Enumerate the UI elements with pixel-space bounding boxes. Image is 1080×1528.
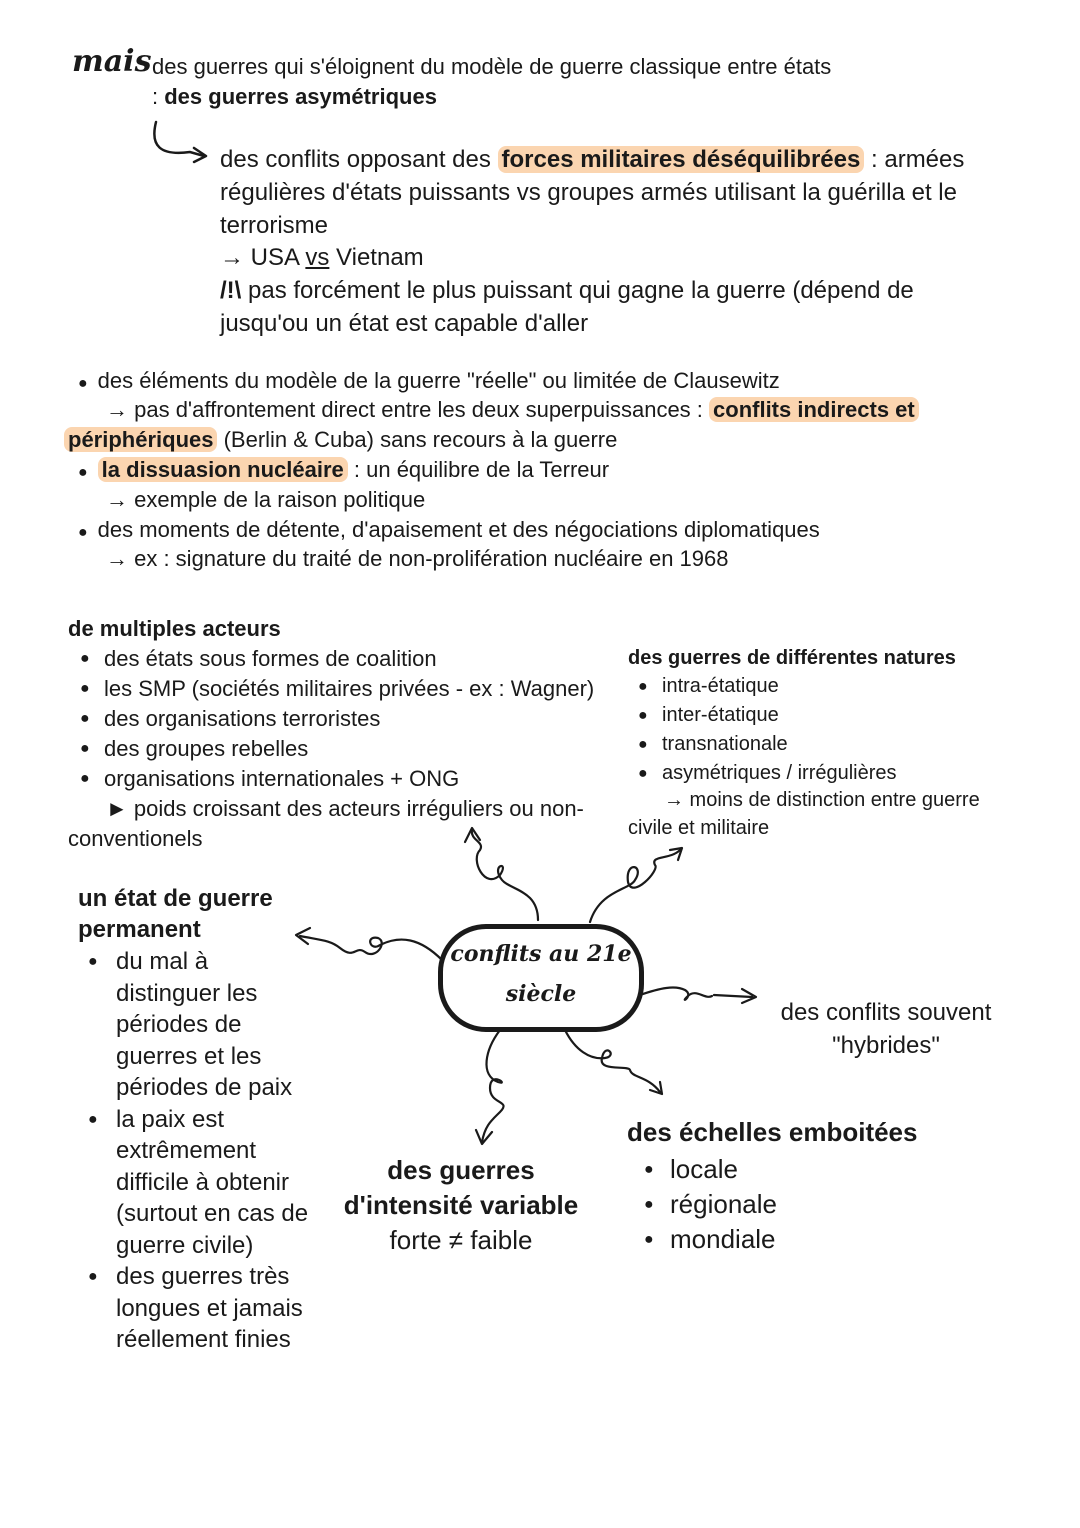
intro-line-1: des guerres qui s'éloignent du modèle de guerre classique entre états bbox=[152, 54, 832, 79]
clausewitz-sub-1: → pas d'affrontement direct entre les deux superpuissances : conflits indirects et bbox=[106, 395, 919, 425]
echelles-title: des échelles emboitées bbox=[627, 1117, 918, 1147]
intro-line-2: : des guerres asymétriques bbox=[152, 84, 437, 109]
asymmetric-detail: des conflits opposant des forces militaires déséquilibrées : armées régulières d'états puissants vs groupes armés utilisant la guérilla et le terrorisme bbox=[220, 146, 965, 239]
clausewitz-bullet-2: ● la dissuasion nucléaire : un équilibre de la Terreur bbox=[78, 457, 610, 482]
list-item: ● inter-étatique bbox=[634, 701, 1034, 730]
clausewitz-bullet-3: ● des moments de détente, d'apaisement et des négociations diplomatiques bbox=[78, 517, 820, 542]
arrow-to-echelles bbox=[565, 1030, 660, 1092]
arrow-to-permanent bbox=[300, 936, 442, 960]
mais-label: mais bbox=[72, 44, 152, 79]
clausewitz-sub-2: → exemple de la raison politique bbox=[106, 487, 426, 512]
intensite-label: des guerres d'intensité variable forte ≠ faible bbox=[343, 1155, 579, 1255]
arrow-to-hybrides bbox=[640, 988, 712, 1000]
list-item: ● organisations internationales + ONG bbox=[76, 764, 616, 794]
list-item: ● des guerres très longues et jamais réellement finies bbox=[84, 1261, 316, 1356]
list-item: ● transnationale bbox=[634, 730, 1034, 759]
list-item: ● la paix est extrêmement difficile à obtenir (surtout en cas de guerre civile) bbox=[84, 1104, 316, 1262]
list-item: ● du mal à distinguer les périodes de guerres et les périodes de paix bbox=[84, 946, 316, 1104]
list-item: ● locale bbox=[640, 1152, 940, 1187]
list-item: ● intra-étatique bbox=[634, 672, 1034, 701]
natures-list bbox=[634, 672, 1034, 788]
warning-icon: /!\ bbox=[220, 277, 242, 304]
permanent-list bbox=[84, 946, 316, 1356]
arrow-to-natures bbox=[590, 850, 680, 922]
acteurs-note: ► poids croissant des acteurs irréguliers ou non-conventionels bbox=[68, 796, 584, 851]
clausewitz-sub-1b: périphériques (Berlin & Cuba) sans recours à la guerre bbox=[64, 425, 617, 455]
acteurs-title: de multiples acteurs bbox=[68, 616, 281, 641]
curved-arrow-icon bbox=[140, 118, 220, 170]
center-node-label: conflits au 21e siècle bbox=[450, 941, 632, 1007]
natures-note: → moins de distinction entre guerre civile et militaire bbox=[628, 789, 980, 839]
list-item: ● des états sous formes de coalition bbox=[76, 644, 616, 674]
natures-title: des guerres de différentes natures bbox=[628, 647, 956, 669]
permanent-title: un état de guerre permanent bbox=[78, 885, 273, 943]
clausewitz-bullet-1: ● des éléments du modèle de la guerre "réelle" ou limitée de Clausewitz bbox=[78, 368, 780, 393]
list-item: ● des organisations terroristes bbox=[76, 704, 616, 734]
warning-note: /!\ pas forcément le plus puissant qui gagne la guerre (dépend de jusqu'ou un état est capable d'aller bbox=[220, 277, 914, 337]
acteurs-list bbox=[76, 644, 616, 794]
list-item: ● régionale bbox=[640, 1187, 940, 1222]
clausewitz-sub-3: → ex : signature du traité de non-prolifération nucléaire en 1968 bbox=[106, 546, 729, 571]
list-item: ● mondiale bbox=[640, 1222, 940, 1257]
arrow-to-intensite bbox=[482, 1030, 504, 1142]
example-usa-vietnam: → USA vs Vietnam bbox=[220, 244, 424, 271]
arrow-to-acteurs bbox=[472, 830, 538, 920]
echelles-list bbox=[640, 1152, 940, 1257]
list-item: ● asymétriques / irrégulières bbox=[634, 759, 1034, 788]
list-item: ● des groupes rebelles bbox=[76, 734, 616, 764]
arrowhead-hybrides-icon bbox=[712, 985, 762, 1005]
hybrides-label: des conflits souvent "hybrides" bbox=[780, 999, 992, 1059]
list-item: ● les SMP (sociétés militaires privées - ex : Wagner) bbox=[76, 674, 616, 704]
